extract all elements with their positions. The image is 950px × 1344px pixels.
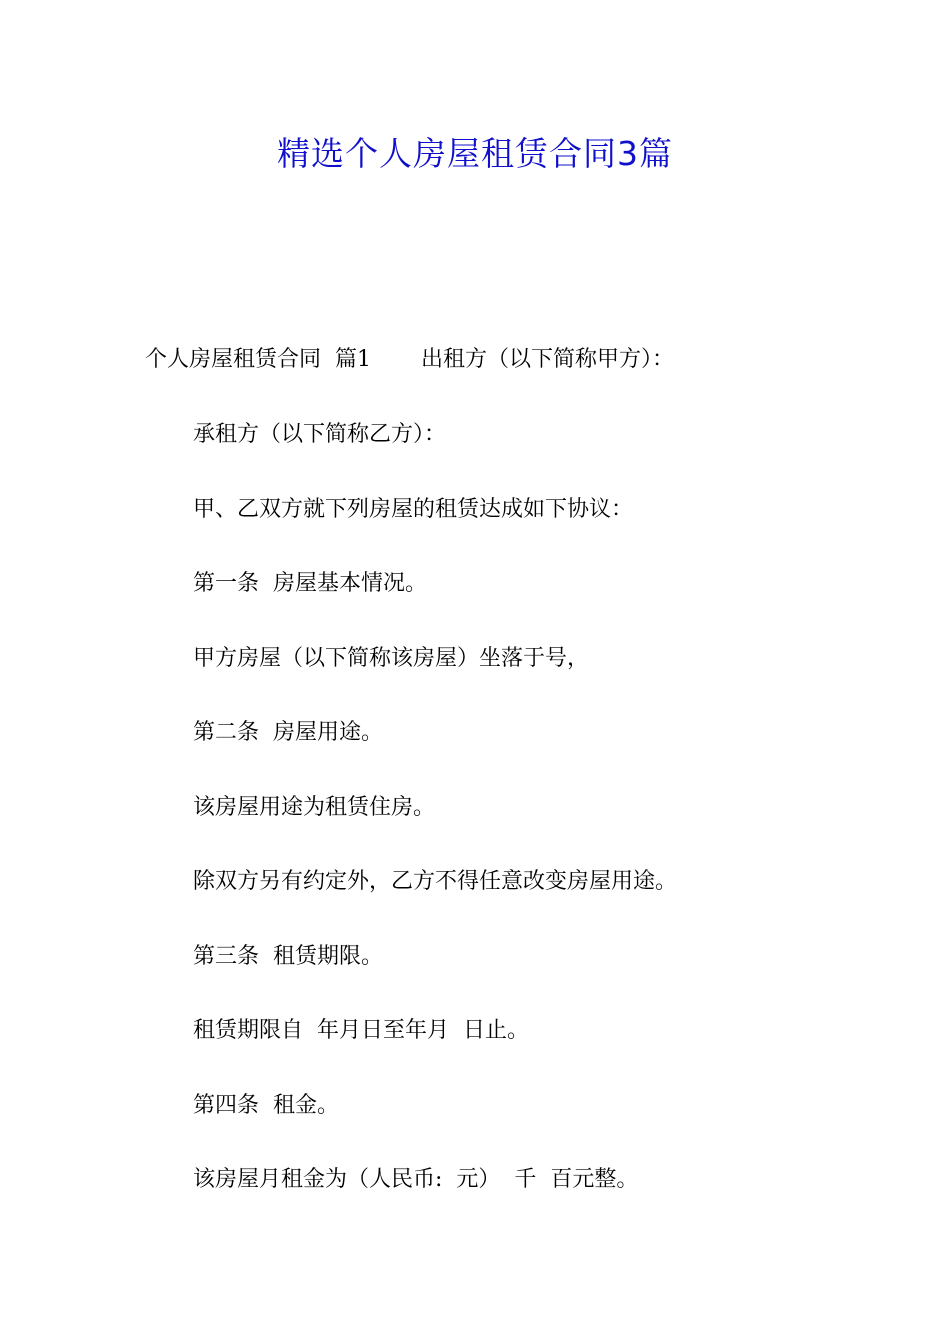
clause-4-heading: 第四条 租金。: [193, 1093, 339, 1118]
clause-2-heading: 第二条 房屋用途。: [193, 720, 383, 745]
clause-4-body: 该房屋月租金为（人民币: 元） 千 百元整。: [193, 1167, 639, 1192]
clause-2-body-2: 除双方另有约定外，乙方不得任意改变房屋用途。: [193, 869, 678, 894]
section-heading: 个人房屋租赁合同 篇1: [145, 347, 371, 372]
clause-3-heading: 第三条 租赁期限。: [193, 944, 383, 969]
clause-1-heading: 第一条 房屋基本情况。: [193, 571, 427, 596]
clause-3-body: 租赁期限自 年月日至年月 日止。: [193, 1018, 529, 1043]
document-title: 精选个人房屋租赁合同3篇: [277, 134, 673, 173]
clause-1-body: 甲方房屋（以下简称该房屋）坐落于号，: [193, 646, 590, 671]
paragraph-lessor: 出租方（以下简称甲方）：: [420, 347, 674, 372]
first-line: [145, 345, 674, 375]
paragraph-lessee: 承租方（以下简称乙方）：: [193, 422, 447, 447]
clause-2-body: 该房屋用途为租赁住房。: [193, 795, 436, 820]
paragraph-agreement: 甲、乙双方就下列房屋的租赁达成如下协议：: [193, 497, 634, 522]
